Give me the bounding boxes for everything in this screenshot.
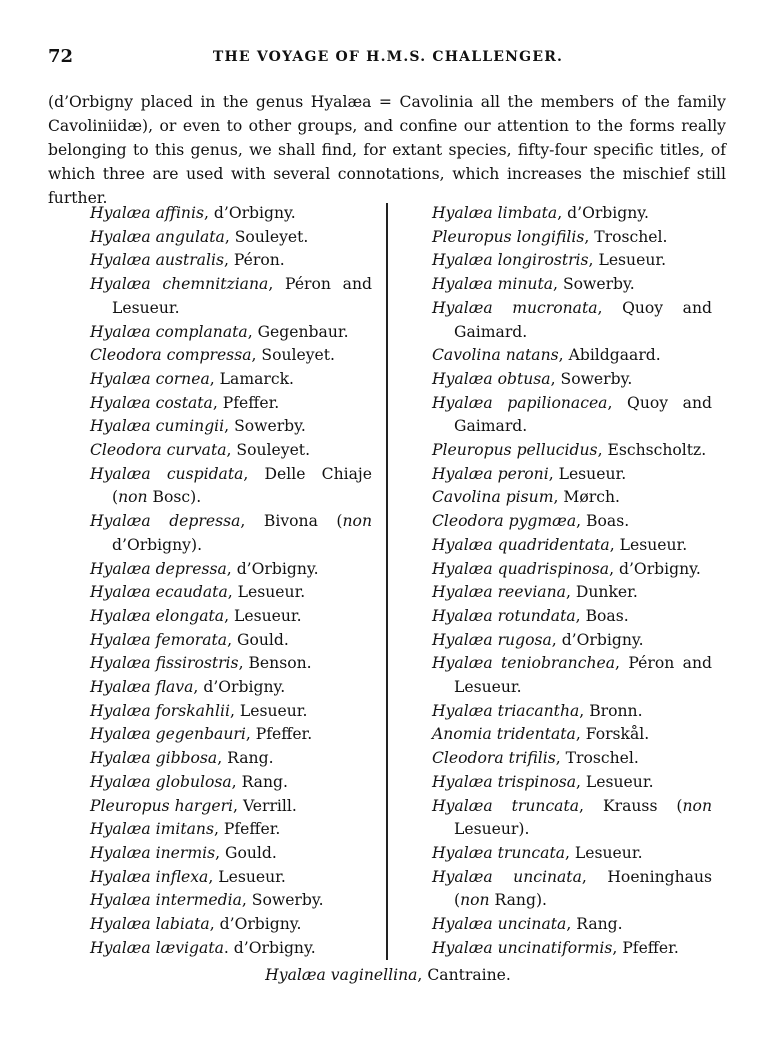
species-entry: [432, 249, 712, 273]
species-name: Cavolina natans: [432, 346, 559, 365]
species-name: Hyalæa globulosa: [90, 772, 232, 791]
species-name: Hyalæa australis: [90, 251, 224, 270]
species-author: , d’Orbigny.: [609, 559, 701, 578]
species-entry: [90, 937, 372, 961]
species-entry: [90, 226, 372, 250]
species-author: , Sowerby.: [224, 417, 306, 436]
species-entry: [432, 866, 712, 913]
column-divider: [386, 203, 388, 960]
species-name: Hyalæa rugosa: [432, 630, 552, 649]
species-entry: [432, 629, 712, 653]
species-author: , Troschel.: [584, 227, 668, 246]
species-entry: [432, 558, 712, 582]
species-entry: [432, 747, 712, 771]
note-italic: non: [460, 891, 490, 910]
species-author: , Lesueur.: [609, 535, 688, 554]
species-name: Hyalæa truncata: [432, 796, 580, 815]
species-author: , Gould.: [215, 843, 277, 862]
species-name: Hyalæa reeviana: [432, 583, 566, 602]
species-entry: [432, 581, 712, 605]
species-author: , Souleyet.: [224, 227, 309, 246]
species-author: , Lesueur.: [576, 772, 654, 791]
species-name: Hyalæa gegenbauri: [90, 725, 246, 744]
species-author: , Lesueur.: [208, 867, 286, 886]
species-name: Hyalæa quadridentata: [432, 535, 610, 554]
species-entry: [432, 392, 712, 439]
species-author: , Boas.: [576, 512, 630, 531]
species-entry: [432, 368, 712, 392]
species-entry: [432, 297, 712, 344]
species-name: Hyalæa cornea: [90, 369, 210, 388]
species-name: Hyalæa complanata: [90, 322, 248, 341]
species-author: , d’Orbigny.: [551, 630, 644, 649]
species-name: Hyalæa triacantha: [432, 701, 580, 720]
note-tail: Rang).: [489, 891, 547, 910]
species-author: , Rang.: [231, 772, 288, 791]
species-name: Hyalæa elongata: [90, 606, 225, 625]
species-author: , Souleyet.: [226, 441, 311, 460]
species-author: , Bivona (: [240, 512, 343, 531]
species-entry: [432, 700, 712, 724]
species-entry: [90, 913, 372, 937]
species-name: Hyalæa mucronata: [432, 298, 598, 317]
species-entry: [432, 605, 712, 629]
species-entry: [432, 273, 712, 297]
species-entry: [90, 605, 372, 629]
species-entry: [90, 321, 372, 345]
species-entry: [432, 913, 712, 937]
note-tail: d’Orbigny).: [112, 535, 203, 554]
species-author: , Pfeffer.: [212, 393, 280, 412]
species-author: , d’Orbigny.: [209, 915, 302, 934]
species-name: Hyalæa chemnitziana: [90, 275, 269, 294]
species-name: Hyalæa papilionacea: [432, 393, 608, 412]
species-name: Hyalæa vaginellina: [265, 966, 418, 984]
species-author: , Lesueur.: [565, 843, 643, 862]
species-entry: [432, 771, 712, 795]
species-entry: [90, 392, 372, 416]
species-name: Hyalæa truncata: [432, 843, 566, 862]
species-name: Hyalæa depressa: [90, 512, 241, 531]
species-author: , Péron and Lesueur.: [112, 275, 372, 317]
species-author: , Sowerby.: [241, 891, 324, 910]
species-entry: [432, 344, 712, 368]
species-author: , Cantraine.: [417, 966, 511, 984]
note-tail: Lesueur).: [454, 820, 530, 839]
species-entry: [432, 937, 712, 961]
species-name: Hyalæa limbata: [432, 204, 558, 222]
species-entry: [90, 676, 372, 700]
species-author: , Lamarck.: [209, 369, 294, 388]
species-list-right: [432, 202, 712, 961]
page-number: 72: [48, 46, 74, 67]
species-author: , Quoy and Gaimard.: [454, 298, 713, 341]
species-entry: [90, 202, 372, 226]
note-italic: non: [118, 488, 148, 507]
species-author: , d’Orbigny.: [203, 204, 296, 222]
species-entry: [432, 510, 712, 534]
page-header: [48, 46, 728, 70]
species-name: Hyalæa costata: [90, 393, 213, 412]
species-entry: [90, 723, 372, 747]
species-author: , Péron.: [223, 251, 285, 270]
species-name: Cleodora compressa: [90, 346, 252, 365]
species-author: , Verrill.: [233, 796, 297, 815]
species-entry: [90, 842, 372, 866]
note-italic: non: [682, 796, 712, 815]
species-entry: [432, 202, 712, 226]
species-entry: [90, 368, 372, 392]
species-name: Hyalæa rotundata: [432, 606, 576, 625]
species-author: , d’Orbigny.: [193, 678, 286, 697]
species-author: , Gegenbaur.: [247, 322, 349, 341]
species-author: , d’Orbigny.: [226, 559, 319, 578]
species-author: , Souleyet.: [251, 346, 336, 365]
species-name: Hyalæa quadrispinosa: [432, 559, 610, 578]
species-entry: [90, 463, 372, 510]
species-name: Anomia tridentata: [432, 725, 576, 744]
species-author: , Dunker.: [565, 583, 638, 602]
species-author: , Pfeffer.: [245, 725, 313, 744]
species-author: , Lesueur.: [548, 464, 627, 483]
species-author: , Abildgaard.: [558, 346, 661, 365]
species-name: Hyalæa flava: [90, 678, 194, 697]
species-author: , Bronn.: [579, 701, 643, 720]
intro-text: (d’Orbigny placed in the genus Hyalæa = Cavolinia all the members of the family Cavoliniidæ), or even to other groups, and confine our attention to the forms really belonging to this genus, we shall find, for extant species, fifty-four specific titles, of which three are used with several connotations, which increases the mischief still further.: [48, 93, 726, 207]
species-author: , Troschel.: [555, 749, 639, 768]
species-entry: [432, 723, 712, 747]
species-author: , Lesueur.: [229, 701, 308, 720]
species-entry: [90, 795, 372, 819]
species-author: , Lesueur.: [588, 251, 667, 270]
species-name: Hyalæa uncinata: [432, 867, 582, 886]
species-name: Cleodora trifilis: [432, 749, 556, 768]
species-author: . d’Orbigny.: [223, 938, 316, 957]
species-entry: [432, 226, 712, 250]
running-title: THE VOYAGE OF H.M.S. CHALLENGER.: [212, 49, 564, 65]
species-entry: [432, 439, 712, 463]
species-name: Hyalæa labiata: [90, 915, 210, 934]
species-name: Hyalæa inflexa: [90, 867, 209, 886]
species-author: , Quoy and Gaimard.: [454, 393, 712, 436]
species-author: , Mørch.: [553, 488, 620, 507]
species-name: Hyalæa uncinata: [432, 915, 567, 934]
species-author: , Krauss (: [579, 796, 683, 815]
species-name: Hyalæa angulata: [90, 227, 225, 246]
note-italic: non: [342, 512, 372, 531]
note-tail: Bosc).: [147, 488, 202, 507]
species-author: , Delle Chiaje (: [112, 464, 372, 507]
species-name: Hyalæa cumingii: [90, 417, 225, 436]
species-entry: [90, 889, 372, 913]
species-name: Hyalæa uncinatiformis: [432, 938, 613, 957]
species-entry: [90, 652, 372, 676]
species-name: Hyalæa affinis: [90, 204, 204, 222]
species-entry: [90, 866, 372, 890]
species-name: Hyalæa intermedia: [90, 891, 242, 910]
species-name: Hyalæa peroni: [432, 464, 549, 483]
species-author: , Rang.: [217, 749, 274, 768]
species-entry: [90, 558, 372, 582]
species-name: Hyalæa inermis: [90, 843, 216, 862]
species-entry: [90, 415, 372, 439]
species-author: , Péron and Lesueur.: [454, 654, 712, 697]
species-name: Hyalæa obtusa: [432, 369, 551, 388]
species-author: , Gould.: [227, 630, 289, 649]
species-name: Hyalæa depressa: [90, 559, 227, 578]
species-author: , Pfeffer.: [213, 820, 281, 839]
species-entry: [90, 700, 372, 724]
species-entry: [432, 795, 712, 842]
species-author: , Forskål.: [575, 725, 650, 744]
species-entry: [432, 534, 712, 558]
species-entry: [90, 818, 372, 842]
species-author: , Pfeffer.: [612, 938, 679, 957]
species-name: Cleodora curvata: [90, 441, 227, 460]
species-name: Hyalæa forskahlii: [90, 701, 230, 720]
species-author: , Lesueur.: [227, 583, 306, 602]
species-entry: [432, 463, 712, 487]
species-name: Cavolina pisum: [432, 488, 554, 507]
species-name: Cleodora pygmæa: [432, 512, 577, 531]
intro-paragraph: [48, 90, 726, 210]
species-name: Hyalæa cuspidata: [90, 464, 244, 483]
species-author: , Lesueur.: [224, 606, 302, 625]
species-entry: [90, 510, 372, 557]
species-author: , Boas.: [575, 606, 629, 625]
species-name: Pleuropus pellucidus: [432, 441, 598, 460]
species-author: , Sowerby.: [550, 369, 633, 388]
species-entry: [432, 842, 712, 866]
species-author: , Rang.: [566, 915, 623, 934]
species-name: Hyalæa trispinosa: [432, 772, 577, 791]
species-name: Hyalæa femorata: [90, 630, 228, 649]
species-author: , Sowerby.: [553, 275, 635, 294]
species-entry: [90, 629, 372, 653]
species-entry: [90, 747, 372, 771]
species-name: Hyalæa teniobranchea: [432, 654, 616, 673]
species-entry: [432, 486, 712, 510]
species-author: , d’Orbigny.: [557, 204, 649, 222]
species-name: Hyalæa ecaudata: [90, 583, 228, 602]
species-name: Pleuropus hargeri: [90, 796, 234, 815]
species-name: Hyalæa lævigata: [90, 938, 224, 957]
species-list-left: [90, 202, 372, 961]
species-entry: [432, 652, 712, 699]
final-entry: [0, 963, 776, 987]
species-entry: [90, 273, 372, 320]
species-name: Hyalæa imitans: [90, 820, 214, 839]
species-author: , Hoeninghaus (: [454, 867, 712, 910]
species-name: Pleuropus longifilis: [432, 227, 585, 246]
species-author: , Benson.: [238, 654, 312, 673]
species-entry: [90, 771, 372, 795]
species-entry: [90, 249, 372, 273]
species-name: Hyalæa fissirostris: [90, 654, 239, 673]
species-name: Hyalæa gibbosa: [90, 749, 218, 768]
species-entry: [90, 439, 372, 463]
species-name: Hyalæa longirostris: [432, 251, 589, 270]
species-name: Hyalæa minuta: [432, 275, 554, 294]
species-author: , Eschscholtz.: [597, 441, 707, 460]
species-entry: [90, 344, 372, 368]
species-entry: [90, 581, 372, 605]
